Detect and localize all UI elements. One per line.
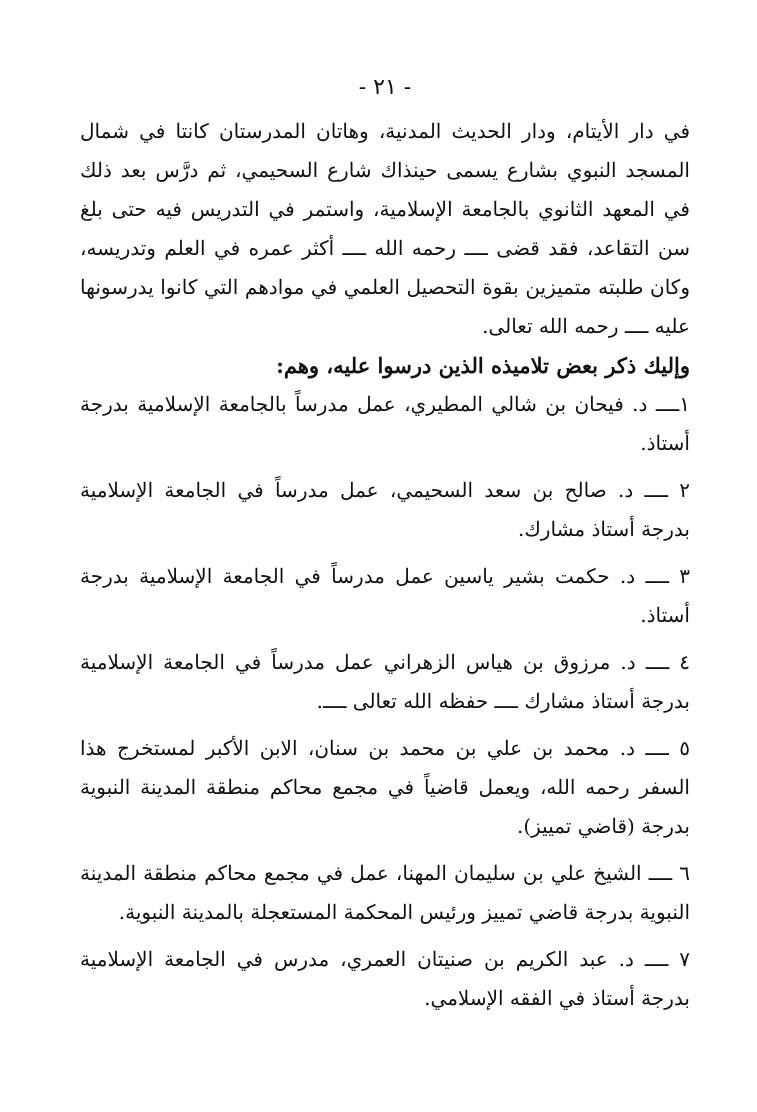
student-item-4: ٤ ــــ د. مرزوق بن هياس الزهراني عمل مدرساً في الجامعة الإسلامية بدرجة أستاذ مشارك ــــ حفظه الله تعالى ــــ. — [80, 650, 690, 713]
student-item-7: ٧ ــــ د. عبد الكريم بن صنيتان العمري، مدرس في الجامعة الإسلامية بدرجة أستاذ في الفقه الإسلامي. — [80, 947, 690, 1010]
intro-paragraph: في دار الأيتام، ودار الحديث المدنية، وهاتان المدرستان كانتا في شمال المسجد النبوي بشارع يسمى حينذاك شارع السحيمي، ثم درَّس بعد ذلك في المعهد الثانوي بالجامعة الإسلامية، واستمر في التدريس فيه حتى بلغ سن التقاعد، فقد قضى ــــ رحمه الله ــــ أكثر عمره في العلم وتدريسه، وكان طلبته متميزين بقوة التحصيل العلمي في موادهم التي كانوا يدرسونها عليه ــــ رحمه الله تعالى. — [80, 119, 690, 338]
student-item-2: ٢ ــــ د. صالح بن سعد السحيمي، عمل مدرساً في الجامعة الإسلامية بدرجة أستاذ مشارك. — [80, 478, 690, 541]
students-list — [80, 385, 690, 1018]
student-item-3: ٣ ــــ د. حكمت بشير ياسين عمل مدرساً في الجامعة الإسلامية بدرجة أستاذ. — [80, 564, 690, 627]
document-page — [80, 70, 690, 1026]
student-item-1: ١ــــ د. فيحان بن شالي المطيري، عمل مدرساً بالجامعة الإسلامية بدرجة أستاذ. — [80, 392, 690, 455]
students-heading: وإليك ذكر بعض تلاميذه الذين درسوا عليه، وهم: — [276, 353, 690, 378]
page-number: - ٢١ - — [358, 75, 412, 100]
student-item-6: ٦ ــــ الشيخ علي بن سليمان المهنا، عمل في مجمع محاكم منطقة المدينة النبوية بدرجة قاضي تمييز ورئيس المحكمة المستعجلة بالمدينة النبوية. — [80, 861, 690, 924]
student-item-5: ٥ ــــ د. محمد بن علي بن محمد بن سنان، الابن الأكبر لمستخرج هذا السفر رحمه الله، ويعمل قاضياً في مجمع محاكم منطقة المدينة النبوية بدرجة (قاضي تمييز). — [80, 736, 690, 838]
